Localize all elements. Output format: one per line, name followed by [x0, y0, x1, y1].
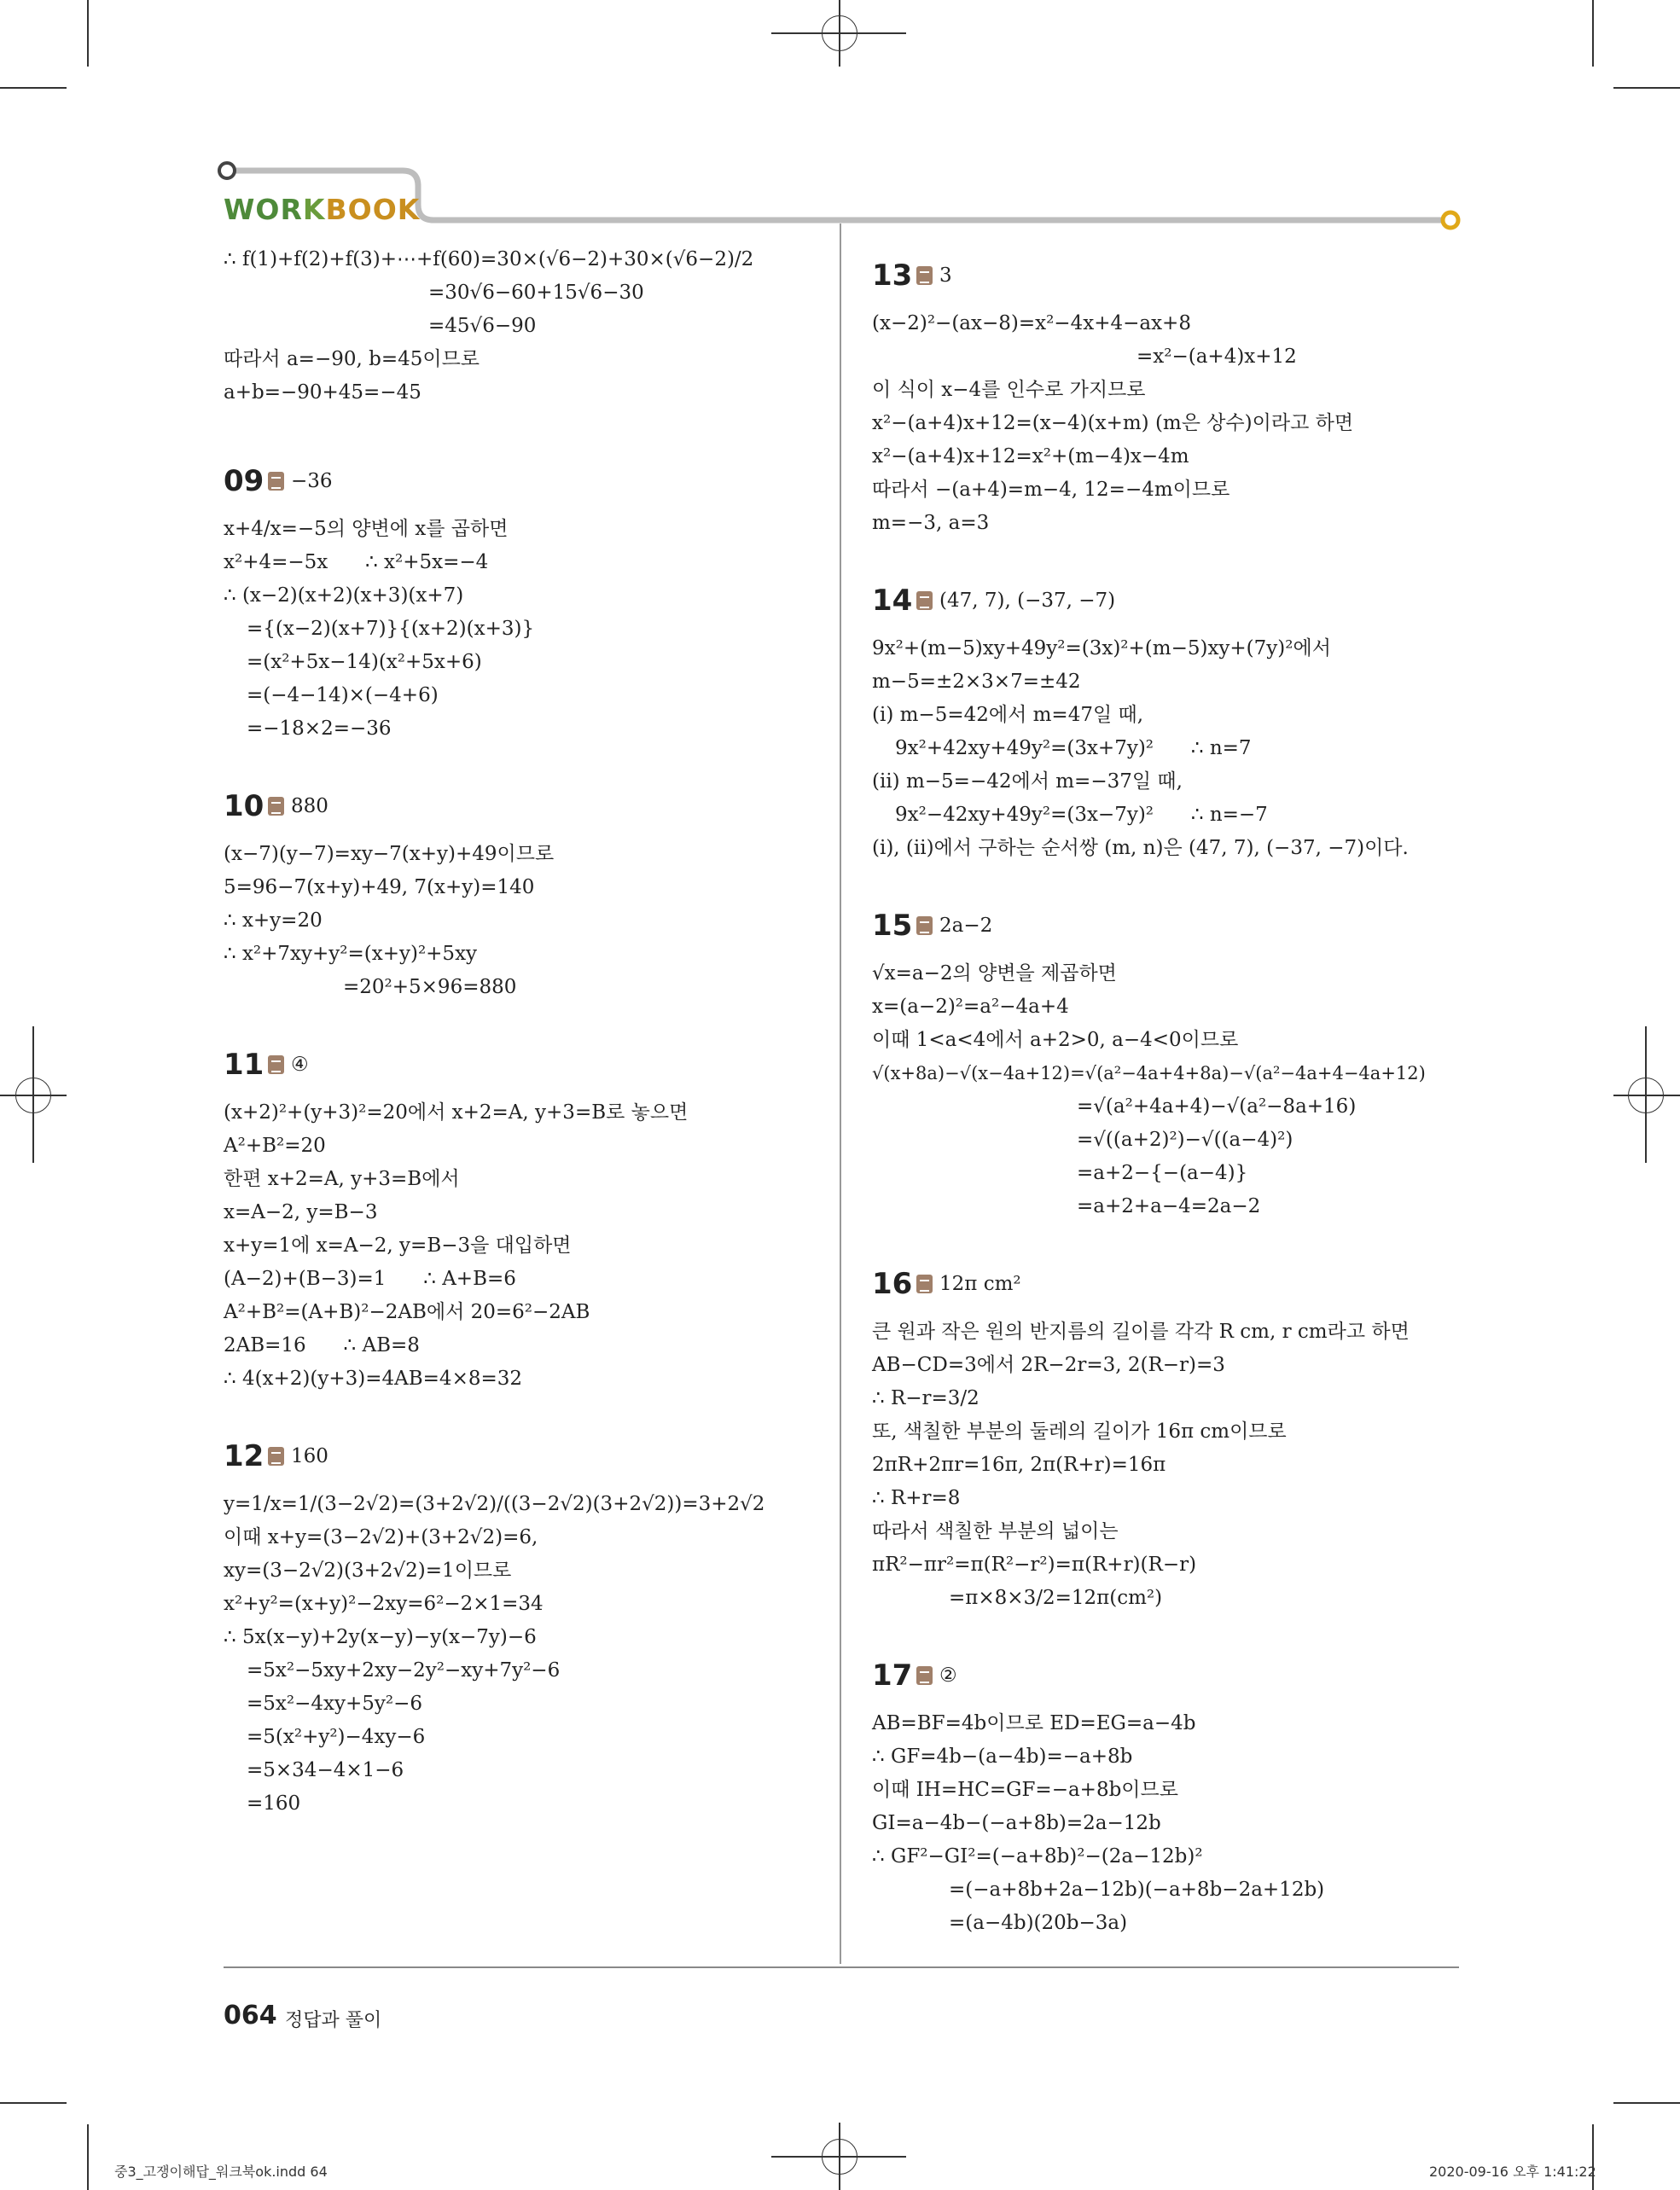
math-line: 이때 x+y=(3−2√2)+(3+2√2)=6,	[224, 1526, 538, 1548]
math-line: x=A−2, y=B−3	[224, 1201, 378, 1223]
math-line: =45√6−90	[428, 315, 537, 337]
workbook-title-letter: R	[280, 193, 303, 226]
math-line: 따라서 a=−90, b=45이므로	[224, 348, 480, 370]
math-line: ∴ 5x(x−y)+2y(x−y)−y(x−7y)−6	[224, 1626, 537, 1648]
problem-number: 13	[872, 259, 913, 293]
math-line: A²+B²=20	[224, 1135, 326, 1157]
math-line: x+4/x=−5의 양변에 x를 곱하면	[224, 518, 509, 540]
math-line: 9x²+42xy+49y²=(3x+7y)² ∴ n=7	[895, 737, 1252, 759]
answer-icon	[268, 1055, 284, 1074]
math-line: ∴ R−r=3/2	[872, 1387, 980, 1409]
math-line: =π×8×3/2=12π(cm²)	[949, 1587, 1163, 1609]
math-line: A²+B²=(A+B)²−2AB에서 20=6²−2AB	[224, 1301, 590, 1323]
math-line: √x=a−2의 양변을 제곱하면	[872, 962, 1117, 985]
math-line: =−18×2=−36	[247, 717, 392, 740]
solution	[872, 1316, 1469, 1615]
math-line: x+y=1에 x=A−2, y=B−3을 대입하면	[224, 1234, 572, 1257]
workbook-title-letter: B	[325, 193, 348, 226]
problem-number: 10	[224, 789, 264, 823]
registration-line	[32, 1026, 34, 1163]
answer-icon	[916, 1275, 933, 1293]
math-line: 또, 색칠한 부분의 둘레의 길이가 16π cm이므로	[872, 1420, 1287, 1443]
workbook-title-letter: O	[372, 193, 398, 226]
problem-number: 16	[872, 1267, 913, 1301]
math-line: =5(x²+y²)−4xy−6	[247, 1726, 426, 1748]
math-line: =20²+5×96=880	[343, 976, 517, 998]
solution	[872, 957, 1469, 1223]
math-line: ∴ 4(x+2)(y+3)=4AB=4×8=32	[224, 1368, 523, 1390]
math-line: =5×34−4×1−6	[247, 1759, 404, 1781]
problem-answer: ④	[291, 1054, 309, 1076]
workbook-title-letter: K	[397, 193, 421, 226]
problem-header	[872, 251, 1469, 300]
answer-icon	[268, 472, 284, 491]
workbook-title-letter: K	[302, 193, 326, 226]
crop-mark	[0, 2102, 67, 2104]
math-line: ∴ R+r=8	[872, 1487, 961, 1509]
workbook-title-letter: O	[255, 193, 281, 226]
workbook-title-letter: W	[224, 193, 256, 226]
registration-line	[839, 2123, 840, 2190]
math-line: 9x²+(m−5)xy+49y²=(3x)²+(m−5)xy+(7y)²에서	[872, 637, 1331, 659]
math-line: (ⅰ), (ⅱ)에서 구하는 순서쌍 (m, n)은 (47, 7), (−37, −7)이다.	[872, 837, 1409, 859]
problem-header	[872, 1259, 1469, 1309]
slug-date: 2020-09-16 오후 1:41:22	[1429, 2164, 1596, 2180]
math-line: (A−2)+(B−3)=1 ∴ A+B=6	[224, 1268, 516, 1290]
math-line: √(x+8a)−√(x−4a+12)=√(a²−4a+4+8a)−√(a²−4a+4−4a+12)	[872, 1063, 1426, 1083]
math-line: (x+2)²+(y+3)²=20에서 x+2=A, y+3=B로 놓으면	[224, 1101, 689, 1124]
problem-answer: 880	[291, 795, 328, 817]
registration-line	[1645, 1026, 1647, 1163]
workbook-title-letter: O	[347, 193, 373, 226]
problem-header	[224, 781, 821, 831]
math-line: m−5=±2×3×7=±42	[872, 671, 1081, 693]
crop-mark	[1613, 2102, 1680, 2104]
problem-header	[872, 1651, 1469, 1700]
problem-answer: 2a−2	[939, 915, 993, 937]
problem-answer: 3	[939, 264, 952, 287]
solution	[224, 513, 821, 746]
solution	[872, 632, 1469, 865]
math-line: x²−(a+4)x+12=(x−4)(x+m) (m은 상수)이라고 하면	[872, 412, 1354, 434]
math-line: 9x²−42xy+49y²=(3x−7y)² ∴ n=−7	[895, 804, 1268, 826]
math-line: ∴ GF=4b−(a−4b)=−a+8b	[872, 1746, 1133, 1768]
solution	[224, 838, 821, 1004]
math-line: x²+y²=(x+y)²−2xy=6²−2×1=34	[224, 1593, 544, 1615]
math-line: ∴ f(1)+f(2)+f(3)+⋯+f(60)=30×(√6−2)+30×(√6−2)/2	[224, 248, 754, 270]
math-line: 따라서 −(a+4)=m−4, 12=−4m이므로	[872, 479, 1230, 501]
math-line: ={(x−2)(x+7)}{(x+2)(x+3)}	[247, 618, 535, 640]
math-line: a+b=−90+45=−45	[224, 381, 421, 404]
math-line: x²+4=−5x ∴ x²+5x=−4	[224, 551, 489, 573]
math-line: =√(a²+4a+4)−√(a²−8a+16)	[1077, 1095, 1357, 1118]
problem-answer: ②	[939, 1664, 957, 1687]
math-line: =a+2−{−(a−4)}	[1077, 1162, 1248, 1184]
math-line: =(−a+8b+2a−12b)(−a+8b−2a+12b)	[949, 1879, 1325, 1901]
math-line: 큰 원과 작은 원의 반지름의 길이를 각각 R cm, r cm라고 하면	[872, 1321, 1410, 1343]
problem-number: 17	[872, 1658, 913, 1693]
math-line: GI=a−4b−(−a+8b)=2a−12b	[872, 1812, 1161, 1834]
math-line: 따라서 색칠한 부분의 넓이는	[872, 1520, 1119, 1542]
math-line: =(x²+5x−14)(x²+5x+6)	[247, 651, 482, 673]
problem-answer: (47, 7), (−37, −7)	[939, 590, 1116, 612]
right-column	[872, 251, 1469, 1940]
answer-icon	[916, 591, 933, 610]
math-line: 2πR+2πr=16π, 2π(R+r)=16π	[872, 1454, 1166, 1476]
registration-line	[1613, 1095, 1680, 1096]
math-line: xy=(3−2√2)(3+2√2)=1이므로	[224, 1560, 512, 1582]
math-line: (ⅱ) m−5=−42에서 m=−37일 때,	[872, 770, 1183, 793]
math-line: (x−2)²−(ax−8)=x²−4x+4−ax+8	[872, 312, 1191, 334]
math-line: (x−7)(y−7)=xy−7(x+y)+49이므로	[224, 843, 555, 865]
answer-icon	[916, 266, 933, 285]
answer-icon	[268, 1447, 284, 1466]
problem-number: 09	[224, 464, 264, 498]
slug-filename: 중3_고쟁이해답_워크북ok.indd 64	[114, 2164, 328, 2180]
math-line: =5x²−5xy+2xy−2y²−xy+7y²−6	[247, 1659, 561, 1682]
math-line: 이 식이 x−4를 인수로 가지므로	[872, 379, 1146, 401]
problem-number: 11	[224, 1048, 264, 1082]
math-line: 이때 IH=HC=GF=−a+8b이므로	[872, 1779, 1178, 1801]
math-line: =x²−(a+4)x+12	[1136, 346, 1297, 368]
problem-header	[224, 1432, 821, 1481]
problem-number: 15	[872, 909, 913, 943]
problem-header	[224, 1040, 821, 1089]
math-line: =a+2+a−4=2a−2	[1077, 1195, 1261, 1217]
math-line: ∴ (x−2)(x+2)(x+3)(x+7)	[224, 584, 464, 607]
problem-answer: 12π cm²	[939, 1273, 1021, 1295]
math-line: πR²−πr²=π(R²−r²)=π(R+r)(R−r)	[872, 1554, 1197, 1576]
math-line: 한편 x+2=A, y+3=B에서	[224, 1168, 460, 1190]
answer-icon	[916, 1666, 933, 1685]
math-line: =30√6−60+15√6−30	[428, 282, 644, 304]
math-line: x=(a−2)²=a²−4a+4	[872, 996, 1069, 1018]
solution	[872, 307, 1469, 540]
page-number: 064	[224, 2001, 277, 2030]
solution	[224, 1096, 821, 1396]
math-line: =160	[247, 1792, 301, 1815]
intro-block	[224, 243, 821, 410]
workbook-title	[224, 193, 420, 226]
problem-number: 14	[872, 584, 913, 618]
math-line: =(−4−14)×(−4+6)	[247, 684, 439, 706]
math-line: 2AB=16 ∴ AB=8	[224, 1334, 420, 1356]
math-line: 이때 1<a<4에서 a+2>0, a−4<0이므로	[872, 1029, 1239, 1051]
math-line: AB−CD=3에서 2R−2r=3, 2(R−r)=3	[872, 1354, 1225, 1376]
column-divider	[840, 224, 841, 1964]
footer-rule	[224, 1966, 1459, 1968]
footer-label: 정답과 풀이	[285, 2010, 382, 2031]
problem-header	[872, 576, 1469, 625]
math-line: ∴ x²+7xy+y²=(x+y)²+5xy	[224, 943, 478, 965]
math-line: AB=BF=4b이므로 ED=EG=a−4b	[872, 1712, 1196, 1734]
solution	[224, 1488, 821, 1821]
answer-icon	[268, 797, 284, 816]
math-line: ∴ GF²−GI²=(−a+8b)²−(2a−12b)²	[872, 1845, 1203, 1868]
answer-icon	[916, 916, 933, 935]
problem-answer: −36	[291, 470, 333, 492]
problem-answer: 160	[291, 1445, 328, 1467]
left-column	[224, 243, 821, 1821]
crop-mark	[87, 2124, 89, 2190]
problem-header	[872, 901, 1469, 950]
math-line: ∴ x+y=20	[224, 909, 323, 932]
math-line: =5x²−4xy+5y²−6	[247, 1693, 422, 1715]
math-line: =(a−4b)(20b−3a)	[949, 1912, 1128, 1934]
problem-header	[224, 456, 821, 506]
math-line: =√((a+2)²)−√((a−4)²)	[1077, 1129, 1293, 1151]
solution	[872, 1707, 1469, 1940]
math-line: (ⅰ) m−5=42에서 m=47일 때,	[872, 704, 1144, 726]
math-line: 5=96−7(x+y)+49, 7(x+y)=140	[224, 876, 535, 898]
math-line: y=1/x=1/(3−2√2)=(3+2√2)/((3−2√2)(3+2√2))=3+2√2	[224, 1493, 765, 1515]
math-line: x²−(a+4)x+12=x²+(m−4)x−4m	[872, 445, 1189, 468]
problem-number: 12	[224, 1439, 264, 1473]
math-line: m=−3, a=3	[872, 512, 990, 534]
